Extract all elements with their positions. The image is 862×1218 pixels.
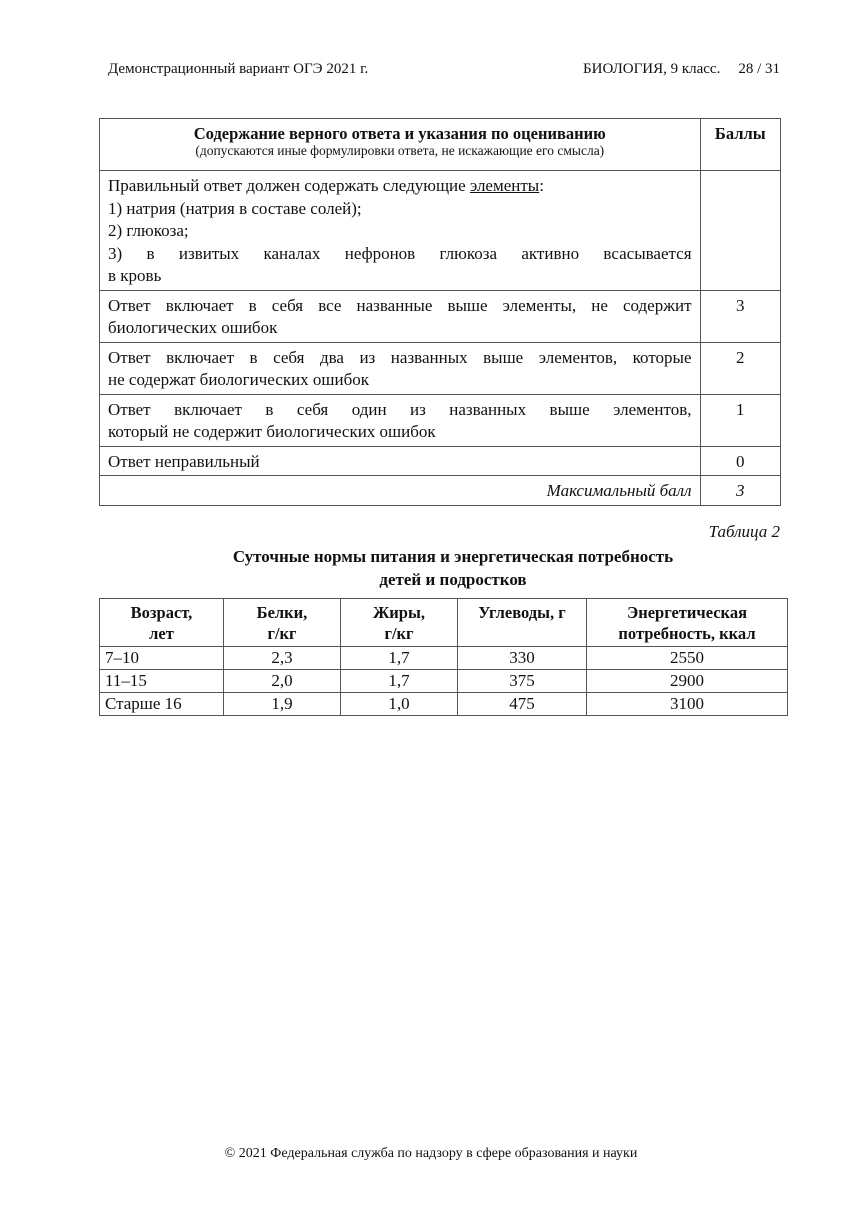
answer-intro-prefix: Правильный ответ должен содержать следующие bbox=[108, 176, 470, 195]
running-header-left: Демонстрационный вариант ОГЭ 2021 г. bbox=[108, 61, 369, 77]
criterion-line: Ответ включает в себя все названные выше элементы, не содержит bbox=[108, 295, 692, 315]
header-energy: Энергетическая потребность, ккал bbox=[587, 599, 788, 647]
table2-label: Таблица 2 bbox=[708, 522, 780, 541]
criterion-line: Ответ неправильный bbox=[108, 451, 260, 471]
scoring-points: 1 bbox=[700, 394, 780, 446]
cell-carbs: 375 bbox=[458, 670, 587, 693]
header-carbs: Углеводы, г bbox=[458, 599, 587, 647]
subject-label: БИОЛОГИЯ, 9 класс. bbox=[583, 61, 721, 77]
answer-elements bbox=[100, 171, 701, 291]
answer-item: 1) натрия (натрия в составе солей); bbox=[108, 198, 362, 218]
scoring-header-points: Баллы bbox=[700, 119, 780, 171]
scoring-criterion bbox=[100, 446, 701, 476]
page-number: 28 / 31 bbox=[738, 61, 780, 77]
cell-energy: 2900 bbox=[587, 670, 788, 693]
answer-item: 2) глюкоза; bbox=[108, 221, 189, 240]
answer-elements-points bbox=[700, 171, 780, 291]
scoring-criterion bbox=[100, 290, 701, 342]
cell-age: 11–15 bbox=[100, 670, 224, 693]
table-row bbox=[100, 670, 788, 693]
scoring-row bbox=[100, 290, 781, 342]
scoring-header-sub: (допускаются иные формулировки ответа, не искажающие его смысла) bbox=[195, 143, 605, 158]
cell-age: 7–10 bbox=[100, 647, 224, 670]
max-score-value: 3 bbox=[700, 476, 780, 506]
cell-age: Старше 16 bbox=[100, 693, 224, 716]
cell-proteins: 2,3 bbox=[224, 647, 341, 670]
scoring-points: 0 bbox=[700, 446, 780, 476]
cell-carbs: 475 bbox=[458, 693, 587, 716]
answer-elements-row bbox=[100, 171, 781, 291]
cell-energy: 3100 bbox=[587, 693, 788, 716]
table-row bbox=[100, 647, 788, 670]
scoring-row bbox=[100, 446, 781, 476]
scoring-row bbox=[100, 394, 781, 446]
table2-title-line: детей и подростков bbox=[379, 570, 527, 589]
cell-fats: 1,0 bbox=[341, 693, 458, 716]
cell-proteins: 2,0 bbox=[224, 670, 341, 693]
answer-intro bbox=[108, 175, 692, 198]
table2-title bbox=[99, 545, 807, 591]
header-fats: Жиры, г/кг bbox=[341, 599, 458, 647]
answer-intro-underlined: элементы bbox=[469, 176, 540, 195]
scoring-table bbox=[99, 118, 781, 506]
scoring-points: 2 bbox=[700, 342, 780, 394]
cell-fats: 1,7 bbox=[341, 647, 458, 670]
header-age: Возраст, лет bbox=[100, 599, 224, 647]
footer-copyright: © 2021 Федеральная служба по надзору в сфере образования и науки bbox=[224, 1146, 638, 1161]
cell-fats: 1,7 bbox=[341, 670, 458, 693]
scoring-header-main: Содержание верного ответа и указания по оцениванию bbox=[193, 124, 606, 143]
scoring-criterion bbox=[100, 342, 701, 394]
answer-item: в кровь bbox=[108, 266, 162, 285]
table-row bbox=[100, 693, 788, 716]
max-score-row bbox=[100, 476, 781, 506]
scoring-points: 3 bbox=[700, 290, 780, 342]
cell-energy: 2550 bbox=[587, 647, 788, 670]
table2-title-line: Суточные нормы питания и энергетическая потребность bbox=[232, 547, 674, 566]
criterion-line: биологических ошибок bbox=[108, 318, 278, 337]
criterion-line: который не содержит биологических ошибок bbox=[108, 422, 436, 441]
nutrition-header-row bbox=[100, 599, 788, 647]
criterion-line: не содержат биологических ошибок bbox=[108, 370, 370, 389]
criterion-line: Ответ включает в себя два из названных выше элементов, которые bbox=[108, 347, 692, 367]
scoring-header-row bbox=[100, 119, 781, 171]
nutrition-table bbox=[99, 598, 788, 716]
scoring-header-content bbox=[100, 119, 701, 171]
max-score-label: Максимальный балл bbox=[100, 476, 701, 506]
answer-item: 3) в извитых каналах нефронов глюкоза активно всасывается bbox=[108, 243, 692, 263]
criterion-line: Ответ включает в себя один из названных выше элементов, bbox=[108, 399, 692, 419]
scoring-row bbox=[100, 342, 781, 394]
cell-proteins: 1,9 bbox=[224, 693, 341, 716]
scoring-criterion bbox=[100, 394, 701, 446]
header-proteins: Белки, г/кг bbox=[224, 599, 341, 647]
answer-intro-suffix: : bbox=[539, 176, 544, 195]
cell-carbs: 330 bbox=[458, 647, 587, 670]
running-header-right bbox=[583, 61, 780, 78]
